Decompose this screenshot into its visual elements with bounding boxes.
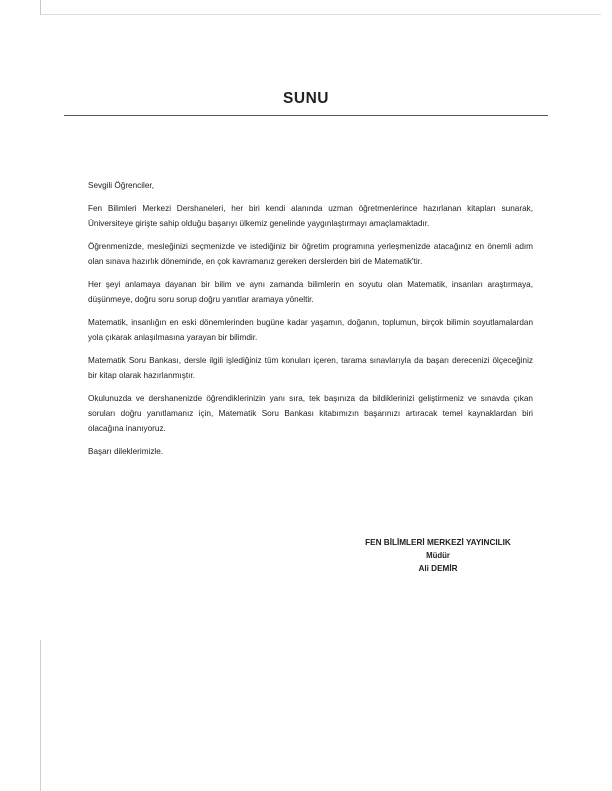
letter-paragraph: Matematik, insanlığın en eski dönemlerinden bugüne kadar yaşamın, doğanın, toplumun, birçok bilimin soyutlamalardan yola çıkarak anlaşılmasına yarayan bir bilimdir. (88, 318, 533, 342)
signature-organization: FEN BİLİMLERİ MERKEZİ YAYINCILIK (365, 538, 511, 547)
title-divider (64, 115, 548, 116)
letter-paragraph: Her şeyi anlamaya dayanan bir bilim ve aynı zamanda bilimlerin en soyutu olan Matematik, insanları araştırmaya, düşünmeye, doğru soru sorup doğru yanıtlar aramaya yöneltir. (88, 280, 533, 304)
letter-paragraph: Fen Bilimleri Merkezi Dershaneleri, her biri kendi alanında uzman öğretmenlerince hazırlanan kitapları sunarak, Üniversiteye girişte sahip olduğu başarıyı ülkemiz genelinde yaygınlaştırmayı amaçlamaktadır. (88, 204, 533, 228)
page-edge-top (40, 0, 601, 15)
letter-paragraph: Okulunuzda ve dershanenizde öğrendiklerinizin yanı sıra, tek başınıza da bildiklerinizi geliştirmeniz ve sınavda çıkan soruları doğru yanıtlamanız için, Matematik Soru Bankası kitabımızın başarınızı artıracak temel kaynaklardan biri olacağına inanıyoruz. (88, 394, 533, 433)
page-edge-left (40, 640, 41, 791)
signature-name: Ali DEMİR (418, 564, 458, 573)
signature-block (318, 536, 558, 575)
letter-salutation: Sevgili Öğrenciler, (88, 181, 154, 190)
letter-paragraph: Öğrenmenizde, mesleğinizi seçmenizde ve istediğiniz bir öğretim programına yerleşmenizde atacağınız en önemli adım olan sınava hazırlık döneminde, en çok kavramanız gereken derslerden biri de Matematik'tir. (88, 242, 533, 266)
page-title: SUNU (283, 90, 329, 107)
signature-role: Müdür (426, 551, 450, 560)
letter-closing: Başarı dileklerimizle. (88, 447, 164, 456)
letter-body (88, 178, 533, 467)
letter-paragraph: Matematik Soru Bankası, dersle ilgili işlediğiniz tüm konuları içeren, tarama sınavlarıyla da başarı derecenizi ölçeceğiniz bir kitap olarak hazırlanmıştır. (88, 356, 533, 380)
